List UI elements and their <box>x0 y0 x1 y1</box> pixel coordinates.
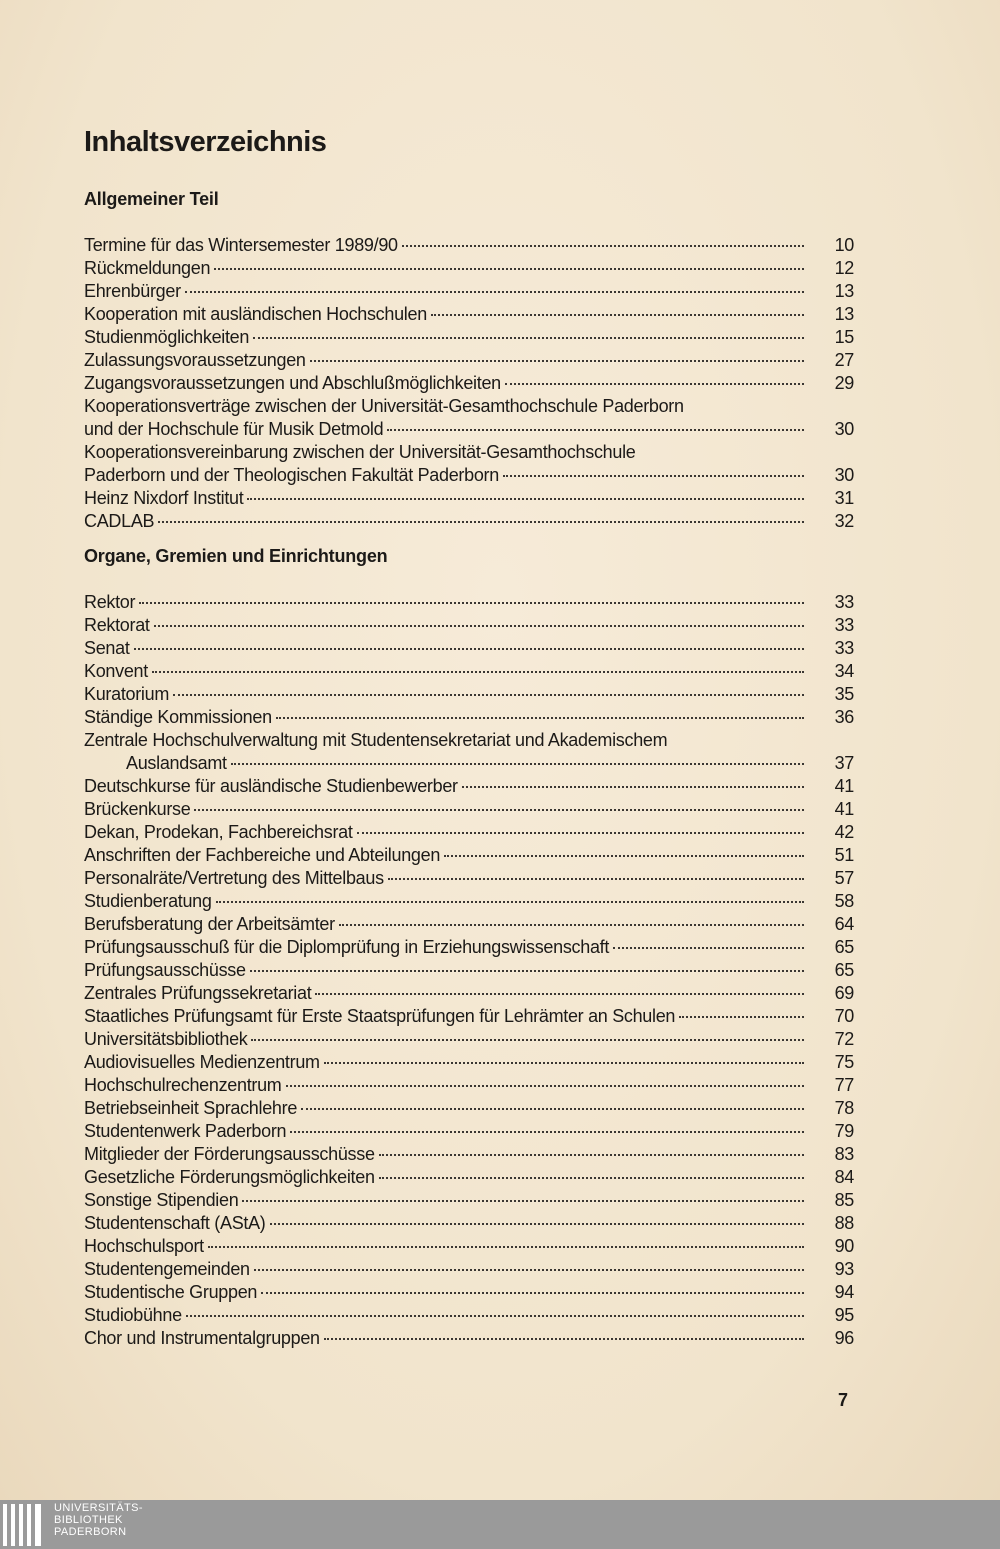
toc-entry-title: Zentrale Hochschulverwaltung mit Studentensekretariat und Akademischem <box>84 730 668 750</box>
dot-leader <box>379 1152 804 1156</box>
toc-entry-title: Audiovisuelles Medienzentrum <box>84 1052 320 1072</box>
toc-entry <box>84 326 854 349</box>
toc-entry <box>84 257 854 280</box>
toc-entry-title: Anschriften der Fachbereiche und Abteilungen <box>84 845 441 865</box>
toc-entry-title: Prüfungsausschuß für die Diplomprüfung in Erziehungswissenschaft <box>84 937 610 957</box>
logo-line-1: UNIVERSITÄTS- <box>54 1502 143 1514</box>
toc-entry-title: Staatliches Prüfungsamt für Erste Staatsprüfungen für Lehrämter an Schulen <box>84 1006 676 1026</box>
toc-entry <box>84 510 854 533</box>
toc-entry <box>84 591 854 614</box>
toc-entry <box>84 1281 854 1304</box>
toc-entry-title: Rückmeldungen <box>84 258 211 278</box>
dot-leader <box>194 807 804 811</box>
dot-leader <box>339 922 804 926</box>
toc-page-number: 78 <box>834 1098 854 1118</box>
toc-entry <box>84 1143 854 1166</box>
toc-entry-title: Gesetzliche Förderungsmöglichkeiten <box>84 1167 375 1187</box>
toc-entry <box>84 821 854 844</box>
toc-page-number: 10 <box>834 235 854 255</box>
toc-entry <box>84 982 854 1005</box>
dot-leader <box>503 473 804 477</box>
toc-entry <box>84 1166 854 1189</box>
library-footer-bar <box>0 1500 1000 1549</box>
toc-entry-title: Hochschulrechenzentrum <box>84 1075 282 1095</box>
toc-entry <box>84 1005 854 1028</box>
toc-entry-title: Kooperation mit ausländischen Hochschulen <box>84 304 427 324</box>
toc-page-number: 70 <box>834 1006 854 1026</box>
toc-page-number: 30 <box>834 465 854 485</box>
dot-leader <box>254 1267 804 1271</box>
toc-entry-title: Personalräte/Vertretung des Mittelbaus <box>84 868 384 888</box>
dot-leader <box>242 1198 804 1202</box>
toc-entry-title: Mitglieder der Förderungsausschüsse <box>84 1144 375 1164</box>
dot-leader <box>315 991 804 995</box>
dot-leader <box>324 1060 804 1064</box>
dot-leader <box>250 968 804 972</box>
toc-page-number: 96 <box>834 1328 854 1348</box>
toc-entry-title: Studentische Gruppen <box>84 1282 258 1302</box>
toc-entry <box>84 349 854 372</box>
toc-page-number: 90 <box>834 1236 854 1256</box>
dot-leader <box>261 1290 804 1294</box>
toc-entry <box>84 372 854 395</box>
toc-entry <box>84 890 854 913</box>
toc-page-number: 41 <box>834 799 854 819</box>
toc-entry-title: Kuratorium <box>84 684 170 704</box>
dot-leader <box>357 830 804 834</box>
toc-list-general <box>84 234 854 533</box>
dot-leader <box>286 1083 805 1087</box>
toc-page-number: 33 <box>834 592 854 612</box>
library-logo-icon <box>3 1504 45 1546</box>
toc-entry-title-continued: und der Hochschule für Musik Detmold <box>84 419 384 439</box>
toc-entry-title: Studienmöglichkeiten <box>84 327 250 347</box>
toc-page-number: 64 <box>834 914 854 934</box>
toc-entry-title: Sonstige Stipendien <box>84 1190 239 1210</box>
toc-entry-title: Zugangsvoraussetzungen und Abschlußmöglichkeiten <box>84 373 501 393</box>
toc-entry-title: Prüfungsausschüsse <box>84 960 246 980</box>
toc-entry-title: Senat <box>84 638 130 658</box>
toc-entry <box>84 936 854 959</box>
logo-line-3: PADERBORN <box>54 1526 127 1538</box>
section-heading-general: Allgemeiner Teil <box>84 189 219 209</box>
toc-entry <box>84 1212 854 1235</box>
dot-leader <box>173 692 804 696</box>
toc-entry <box>84 798 854 821</box>
toc-entry-title: Berufsberatung der Arbeitsämter <box>84 914 335 934</box>
toc-entry-title: Universitätsbibliothek <box>84 1029 248 1049</box>
toc-page-number: 75 <box>834 1052 854 1072</box>
dot-leader <box>186 1313 804 1317</box>
toc-entry-title: Rektorat <box>84 615 150 635</box>
toc-page-number: 41 <box>834 776 854 796</box>
toc-entry-title: Kooperationsverträge zwischen der Universität-Gesamthochschule Paderborn <box>84 396 684 416</box>
toc-page-number: 83 <box>834 1144 854 1164</box>
toc-entry <box>84 1258 854 1281</box>
dot-leader <box>301 1106 804 1110</box>
toc-entry-title: Studentengemeinden <box>84 1259 250 1279</box>
toc-page-number: 57 <box>834 868 854 888</box>
toc-page-number: 33 <box>834 615 854 635</box>
toc-page-number: 84 <box>834 1167 854 1187</box>
dot-leader <box>270 1221 804 1225</box>
toc-list-organs <box>84 591 854 1350</box>
toc-page-number: 51 <box>834 845 854 865</box>
dot-leader <box>310 358 804 362</box>
toc-entry <box>84 303 854 326</box>
dot-leader <box>444 853 804 857</box>
dot-leader <box>679 1014 804 1018</box>
dot-leader <box>208 1244 804 1248</box>
dot-leader <box>216 899 804 903</box>
toc-entry-title: CADLAB <box>84 511 155 531</box>
toc-entry <box>84 1235 854 1258</box>
toc-entry-title: Hochschulsport <box>84 1236 204 1256</box>
toc-entry-title: Studienberatung <box>84 891 212 911</box>
dot-leader <box>134 646 804 650</box>
toc-entry-title: Kooperationsvereinbarung zwischen der Universität-Gesamthochschule <box>84 442 636 462</box>
toc-entry-title: Deutschkurse für ausländische Studienbewerber <box>84 776 458 796</box>
toc-page-number: 30 <box>834 419 854 439</box>
toc-page-number: 58 <box>834 891 854 911</box>
toc-entry <box>84 1097 854 1120</box>
dot-leader <box>139 600 804 604</box>
toc-entry <box>84 867 854 890</box>
toc-entry <box>84 1028 854 1051</box>
dot-leader <box>505 381 804 385</box>
dot-leader <box>276 715 804 719</box>
toc-page-number: 12 <box>834 258 854 278</box>
toc-page-number: 93 <box>834 1259 854 1279</box>
toc-entry <box>84 1304 854 1327</box>
toc-entry-title: Studentenwerk Paderborn <box>84 1121 287 1141</box>
toc-page-number: 15 <box>834 327 854 347</box>
toc-entry-title: Dekan, Prodekan, Fachbereichsrat <box>84 822 353 842</box>
dot-leader <box>613 945 804 949</box>
toc-entry-title: Betriebseinheit Sprachlehre <box>84 1098 298 1118</box>
dot-leader <box>462 784 804 788</box>
toc-entry <box>84 637 854 660</box>
toc-page-number: 36 <box>834 707 854 727</box>
toc-entry-title: Zulassungsvoraussetzungen <box>84 350 306 370</box>
toc-entry-title-continued: Paderborn und der Theologischen Fakultät Paderborn <box>84 465 499 485</box>
toc-page-number: 95 <box>834 1305 854 1325</box>
toc-entry <box>84 1327 854 1350</box>
dot-leader <box>388 876 804 880</box>
toc-page-number: 32 <box>834 511 854 531</box>
toc-entry <box>84 1120 854 1143</box>
dot-leader <box>290 1129 804 1133</box>
toc-entry-title-continued: Auslandsamt <box>126 753 227 773</box>
toc-entry <box>84 660 854 683</box>
toc-entry <box>84 1074 854 1097</box>
toc-page-number: 85 <box>834 1190 854 1210</box>
toc-page-number: 35 <box>834 684 854 704</box>
toc-entry-title: Ständige Kommissionen <box>84 707 272 727</box>
dot-leader <box>231 761 804 765</box>
toc-entry-title: Rektor <box>84 592 136 612</box>
section-heading-organs: Organe, Gremien und Einrichtungen <box>84 546 388 566</box>
dot-leader <box>431 312 804 316</box>
toc-entry-title: Heinz Nixdorf Institut <box>84 488 244 508</box>
toc-entry <box>84 614 854 637</box>
toc-entry <box>84 280 854 303</box>
toc-page-number: 33 <box>834 638 854 658</box>
toc-entry <box>84 441 854 487</box>
toc-page-number: 72 <box>834 1029 854 1049</box>
toc-page-number: 65 <box>834 937 854 957</box>
toc-entry <box>84 1189 854 1212</box>
toc-entry <box>84 1051 854 1074</box>
toc-entry <box>84 487 854 510</box>
toc-entry <box>84 395 854 441</box>
dot-leader <box>154 623 804 627</box>
dot-leader <box>158 519 804 523</box>
page-number: 7 <box>838 1390 849 1410</box>
toc-page-number: 79 <box>834 1121 854 1141</box>
toc-page-number: 34 <box>834 661 854 681</box>
toc-page-number: 94 <box>834 1282 854 1302</box>
toc-entry <box>84 913 854 936</box>
toc-entry-title: Zentrales Prüfungssekretariat <box>84 983 312 1003</box>
toc-entry <box>84 775 854 798</box>
toc-entry <box>84 683 854 706</box>
toc-entry-title: Termine für das Wintersemester 1989/90 <box>84 235 398 255</box>
toc-page-number: 42 <box>834 822 854 842</box>
toc-entry <box>84 234 854 257</box>
toc-page-number: 29 <box>834 373 854 393</box>
dot-leader <box>402 243 804 247</box>
dot-leader <box>379 1175 804 1179</box>
toc-entry-title: Studentenschaft (AStA) <box>84 1213 266 1233</box>
toc-page-number: 69 <box>834 983 854 1003</box>
toc-entry-title: Brückenkurse <box>84 799 191 819</box>
library-logo-text <box>54 1502 143 1538</box>
dot-leader <box>251 1037 804 1041</box>
toc-entry <box>84 706 854 729</box>
toc-entry-title: Studiobühne <box>84 1305 182 1325</box>
dot-leader <box>152 669 804 673</box>
toc-entry-title: Konvent <box>84 661 148 681</box>
dot-leader <box>253 335 804 339</box>
dot-leader <box>214 266 804 270</box>
toc-page-number: 13 <box>834 281 854 301</box>
dot-leader <box>185 289 804 293</box>
toc-entry <box>84 729 854 775</box>
toc-entry-title: Ehrenbürger <box>84 281 181 301</box>
logo-line-2: BIBLIOTHEK <box>54 1514 123 1526</box>
dot-leader <box>247 496 804 500</box>
toc-entry-title: Chor und Instrumentalgruppen <box>84 1328 320 1348</box>
toc-page-number: 13 <box>834 304 854 324</box>
toc-page-number: 88 <box>834 1213 854 1233</box>
dot-leader <box>324 1336 804 1340</box>
toc-page-number: 37 <box>834 753 854 773</box>
toc-page-number: 65 <box>834 960 854 980</box>
page-title: Inhaltsverzeichnis <box>84 126 327 158</box>
dot-leader <box>387 427 804 431</box>
toc-entry <box>84 959 854 982</box>
toc-entry <box>84 844 854 867</box>
toc-page-number: 31 <box>834 488 854 508</box>
toc-page-number: 27 <box>834 350 854 370</box>
toc-page-number: 77 <box>834 1075 854 1095</box>
